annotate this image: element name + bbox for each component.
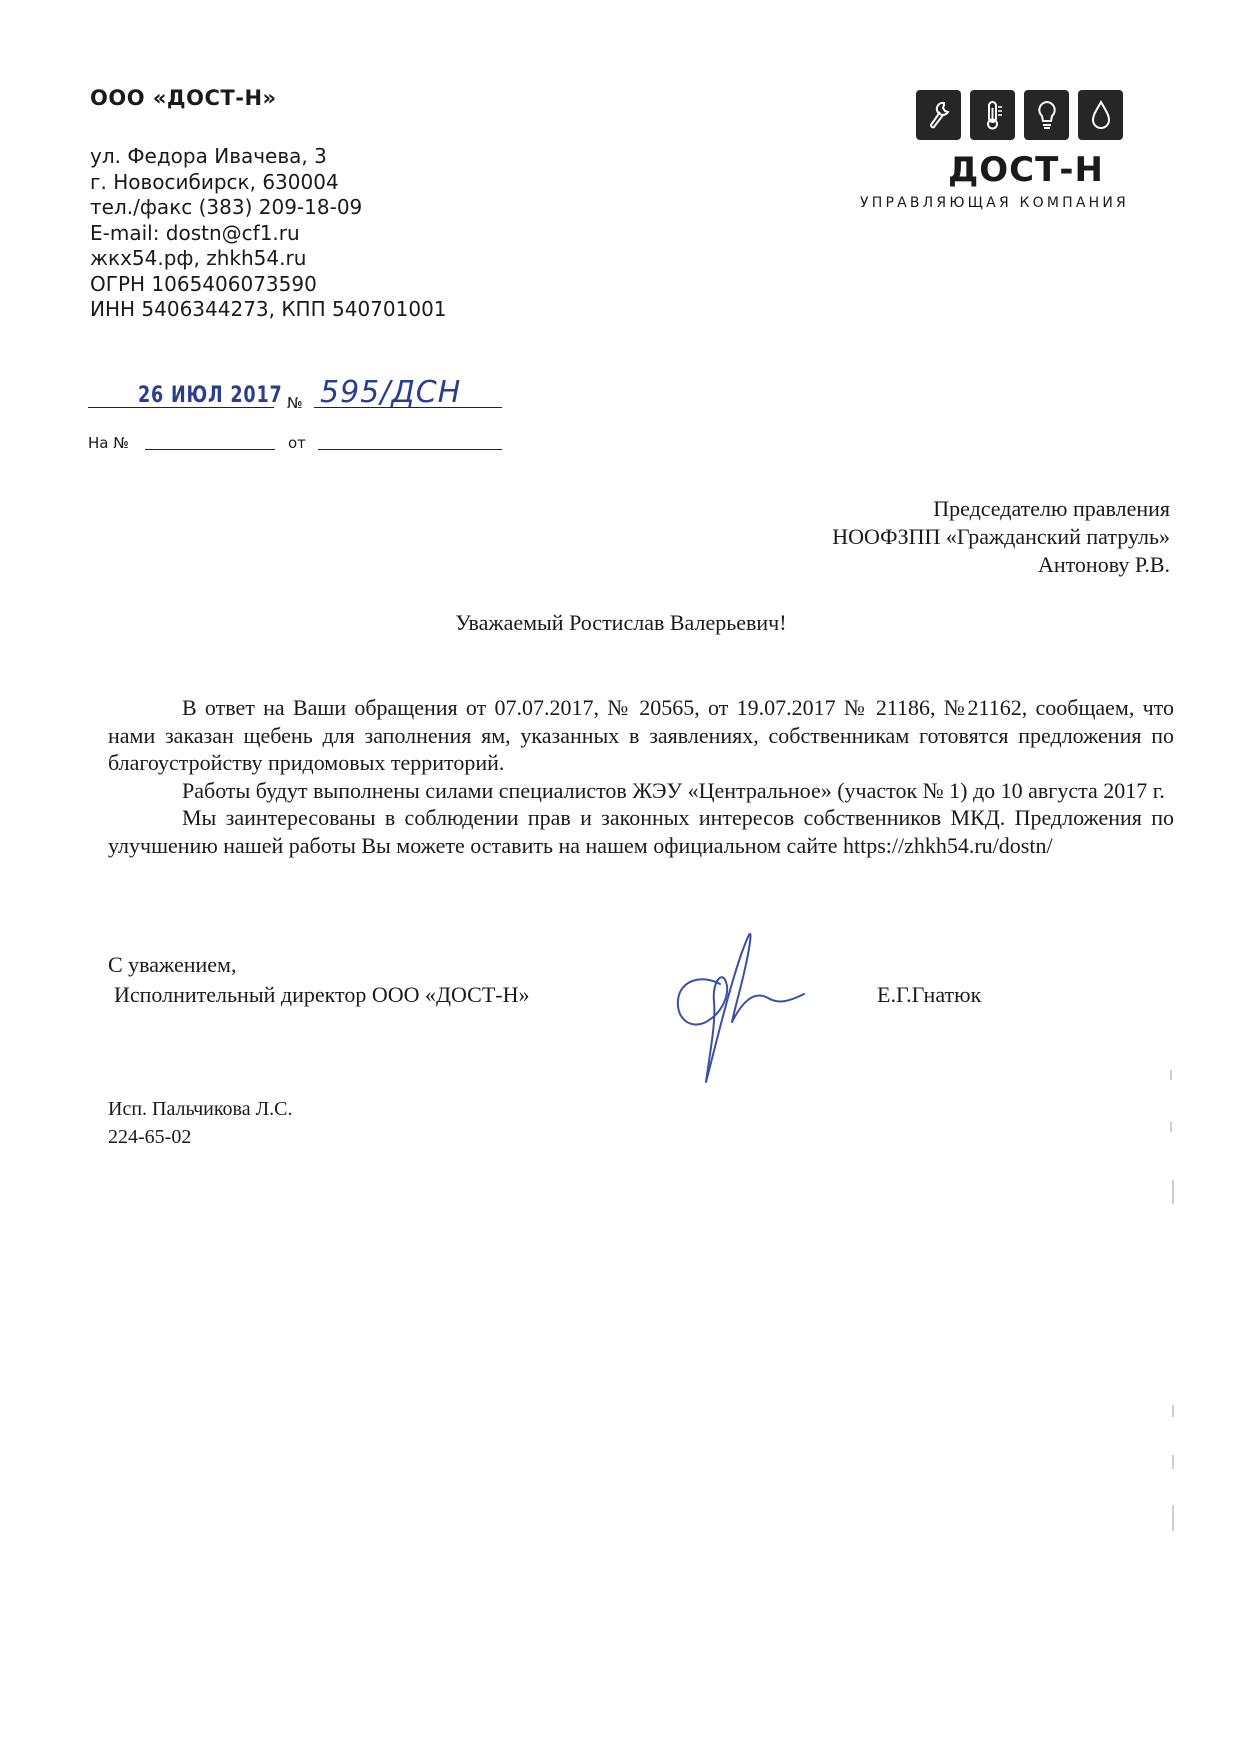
water-drop-icon bbox=[1078, 90, 1123, 140]
thermometer-icon bbox=[970, 90, 1015, 140]
scan-artifact bbox=[1170, 1070, 1172, 1080]
salutation: Уважаемый Ростислав Валерьевич! bbox=[455, 610, 787, 635]
signer-name: Е.Г.Гнатюк bbox=[877, 982, 982, 1007]
wrench-icon bbox=[916, 90, 961, 140]
scan-artifact bbox=[1172, 1455, 1174, 1469]
company-details bbox=[90, 144, 447, 323]
scan-artifact bbox=[1170, 1122, 1172, 1132]
reply-to-label: На № bbox=[88, 434, 129, 452]
company-name: ООО «ДОСТ-Н» bbox=[90, 86, 277, 110]
from-label: от bbox=[288, 434, 306, 452]
from-line bbox=[318, 449, 502, 450]
scan-artifact bbox=[1172, 1505, 1174, 1531]
addressee-organization: НООФЗПП «Гражданский патруль» bbox=[832, 524, 1170, 549]
body-paragraph-3: Мы заинтересованы в соблюдении прав и законных интересов собственников МКД. Предложения по улучшению нашей работы Вы можете оставить на нашем официальном сайте https://zhkh54.ru/dostn/ bbox=[108, 805, 1174, 858]
address-street: ул. Федора Ивачева, 3 bbox=[90, 144, 327, 168]
body-paragraph-2: Работы будут выполнены силами специалистов ЖЭУ «Центральное» (участок № 1) до 10 августа 2017 г. bbox=[182, 777, 1165, 803]
reply-to-line bbox=[145, 449, 275, 450]
company-logo bbox=[860, 90, 1190, 220]
handwritten-signature bbox=[672, 922, 812, 1097]
logo-icon-row bbox=[916, 90, 1123, 140]
email: E-mail: dostn@cf1.ru bbox=[90, 220, 300, 245]
outgoing-number: 595/ДСН bbox=[320, 375, 462, 410]
ogrn: ОГРН 1065406073590 bbox=[90, 271, 317, 296]
closing bbox=[108, 950, 530, 1010]
addressee-position: Председателю правления bbox=[933, 496, 1170, 521]
scan-artifact bbox=[1172, 1180, 1174, 1204]
phone-fax: тел./факс (383) 209-18-09 bbox=[90, 195, 363, 219]
regards: С уважением, bbox=[108, 952, 237, 977]
logo-subtitle: УПРАВЛЯЮЩАЯ КОМПАНИЯ bbox=[860, 195, 1129, 211]
logo-title: ДОСТ-Н bbox=[948, 150, 1104, 190]
date-stamp: 26 ИЮЛ 2017 bbox=[138, 383, 283, 408]
addressee bbox=[832, 495, 1170, 579]
address-city: г. Новосибирск, 630004 bbox=[90, 169, 339, 194]
letter-body bbox=[108, 694, 1174, 859]
inn-kpp: ИНН 5406344273, КПП 540701001 bbox=[90, 297, 447, 321]
executor-phone: 224-65-02 bbox=[108, 1126, 192, 1148]
body-paragraph-1: В ответ на Ваши обращения от 07.07.2017, № 20565, от 19.07.2017 № 21186, №21162, сообщаем, что нами заказан щебень для заполнения ям, указанных в заявлениях, собственникам готовятся предложения по благоустройству придомовых территорий. bbox=[108, 695, 1174, 775]
executor-name: Исп. Пальчикова Л.С. bbox=[108, 1098, 293, 1120]
addressee-name: Антонову Р.В. bbox=[1037, 552, 1170, 577]
lightbulb-icon bbox=[1024, 90, 1069, 140]
signer-position: Исполнительный директор ООО «ДОСТ-Н» bbox=[114, 982, 530, 1007]
number-label: № bbox=[287, 394, 303, 412]
executor bbox=[108, 1095, 293, 1151]
scan-artifact bbox=[1172, 1405, 1174, 1417]
websites: жкх54.рф, zhkh54.ru bbox=[90, 246, 307, 270]
